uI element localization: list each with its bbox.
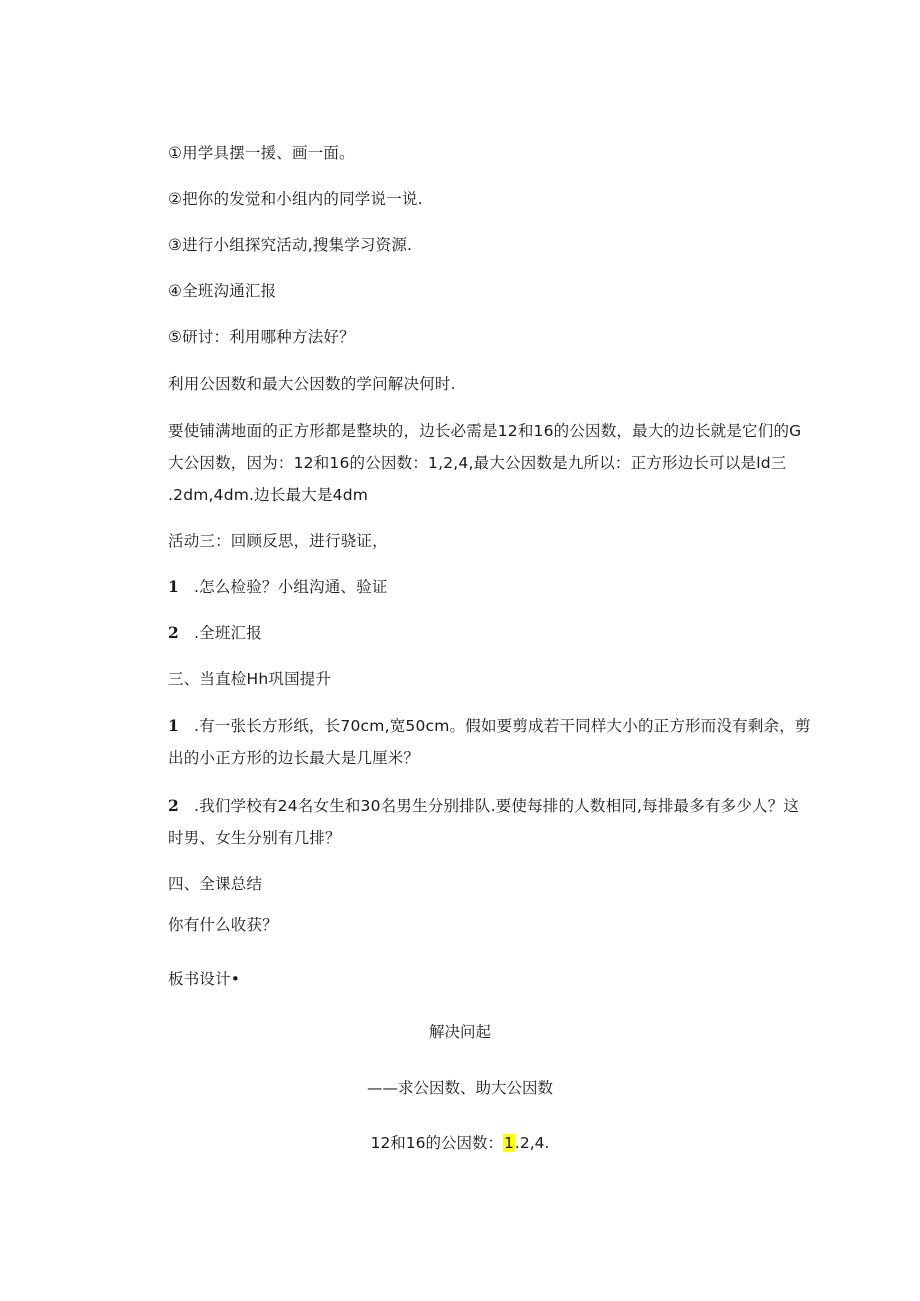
- board-title: 解决问起: [428, 1023, 491, 1041]
- question-1-line-1: [168, 715, 811, 737]
- activity3-item-1: [168, 576, 388, 598]
- item-number: 1: [168, 577, 179, 596]
- section4-question: 你有什么收获？: [168, 916, 278, 934]
- activity3-title: 活动三：回顾反思，进行骁证，: [168, 532, 388, 550]
- explanation-line-3: .2dm,4dm.边长最大是4dm: [168, 486, 369, 504]
- question-text: .有一张长方形纸，长70cm,宽50cm。假如要剪成若干同样大小的正方形而没有剩余，剪: [194, 717, 811, 735]
- question-number: 2: [168, 796, 179, 815]
- step-2: ②把你的发觉和小组内的同学说一说.: [168, 190, 423, 208]
- board-result: [0, 1132, 920, 1154]
- section3-title: 三、当直检Hh巩国提升: [168, 670, 332, 688]
- intro-text: 利用公因数和最大公因数的学问解决何时.: [168, 375, 456, 393]
- question-1-line-2: 出的小正方形的边长最大是几厘米？: [168, 749, 420, 767]
- question-number: 1: [168, 716, 179, 735]
- explanation-line-2: 大公因数，因为：12和16的公因数：1,2,4,最大公因数是九所以：正方形边长可以是ld三: [168, 454, 787, 472]
- highlighted-value: 1: [504, 1134, 514, 1152]
- board-label: 板书设计•: [168, 970, 241, 988]
- question-2-line-2: 时男、女生分别有几排？: [168, 829, 341, 847]
- item-number: 2: [168, 623, 179, 642]
- explanation-line-1: 要使铺满地面的正方形都是整块的，边长必需是12和16的公因数，最大的边长就是它们的G: [168, 422, 802, 440]
- result-rest: .2,4.: [514, 1134, 550, 1152]
- item-text: .怎么检验？小组沟通、验证: [194, 578, 388, 596]
- board-subtitle: ——求公因数、助大公因数: [366, 1079, 553, 1097]
- activity3-item-2: [168, 622, 262, 644]
- result-prefix: 12和16的公因数：: [370, 1134, 504, 1152]
- step-5: ⑤研讨：利用哪种方法好？: [168, 328, 355, 346]
- item-text: .全班汇报: [194, 624, 262, 642]
- step-1: ①用学具摆一援、画一面。: [168, 144, 355, 162]
- step-4: ④全班沟通汇报: [168, 282, 277, 300]
- step-3: ③进行小组探究活动,搜集学习资源.: [168, 236, 413, 254]
- section4-title: 四、全课总结: [168, 875, 263, 893]
- question-2-line-1: [168, 795, 799, 817]
- question-text: .我们学校有24名女生和30名男生分别排队.要使每排的人数相同,每排最多有多少人？这: [194, 797, 800, 815]
